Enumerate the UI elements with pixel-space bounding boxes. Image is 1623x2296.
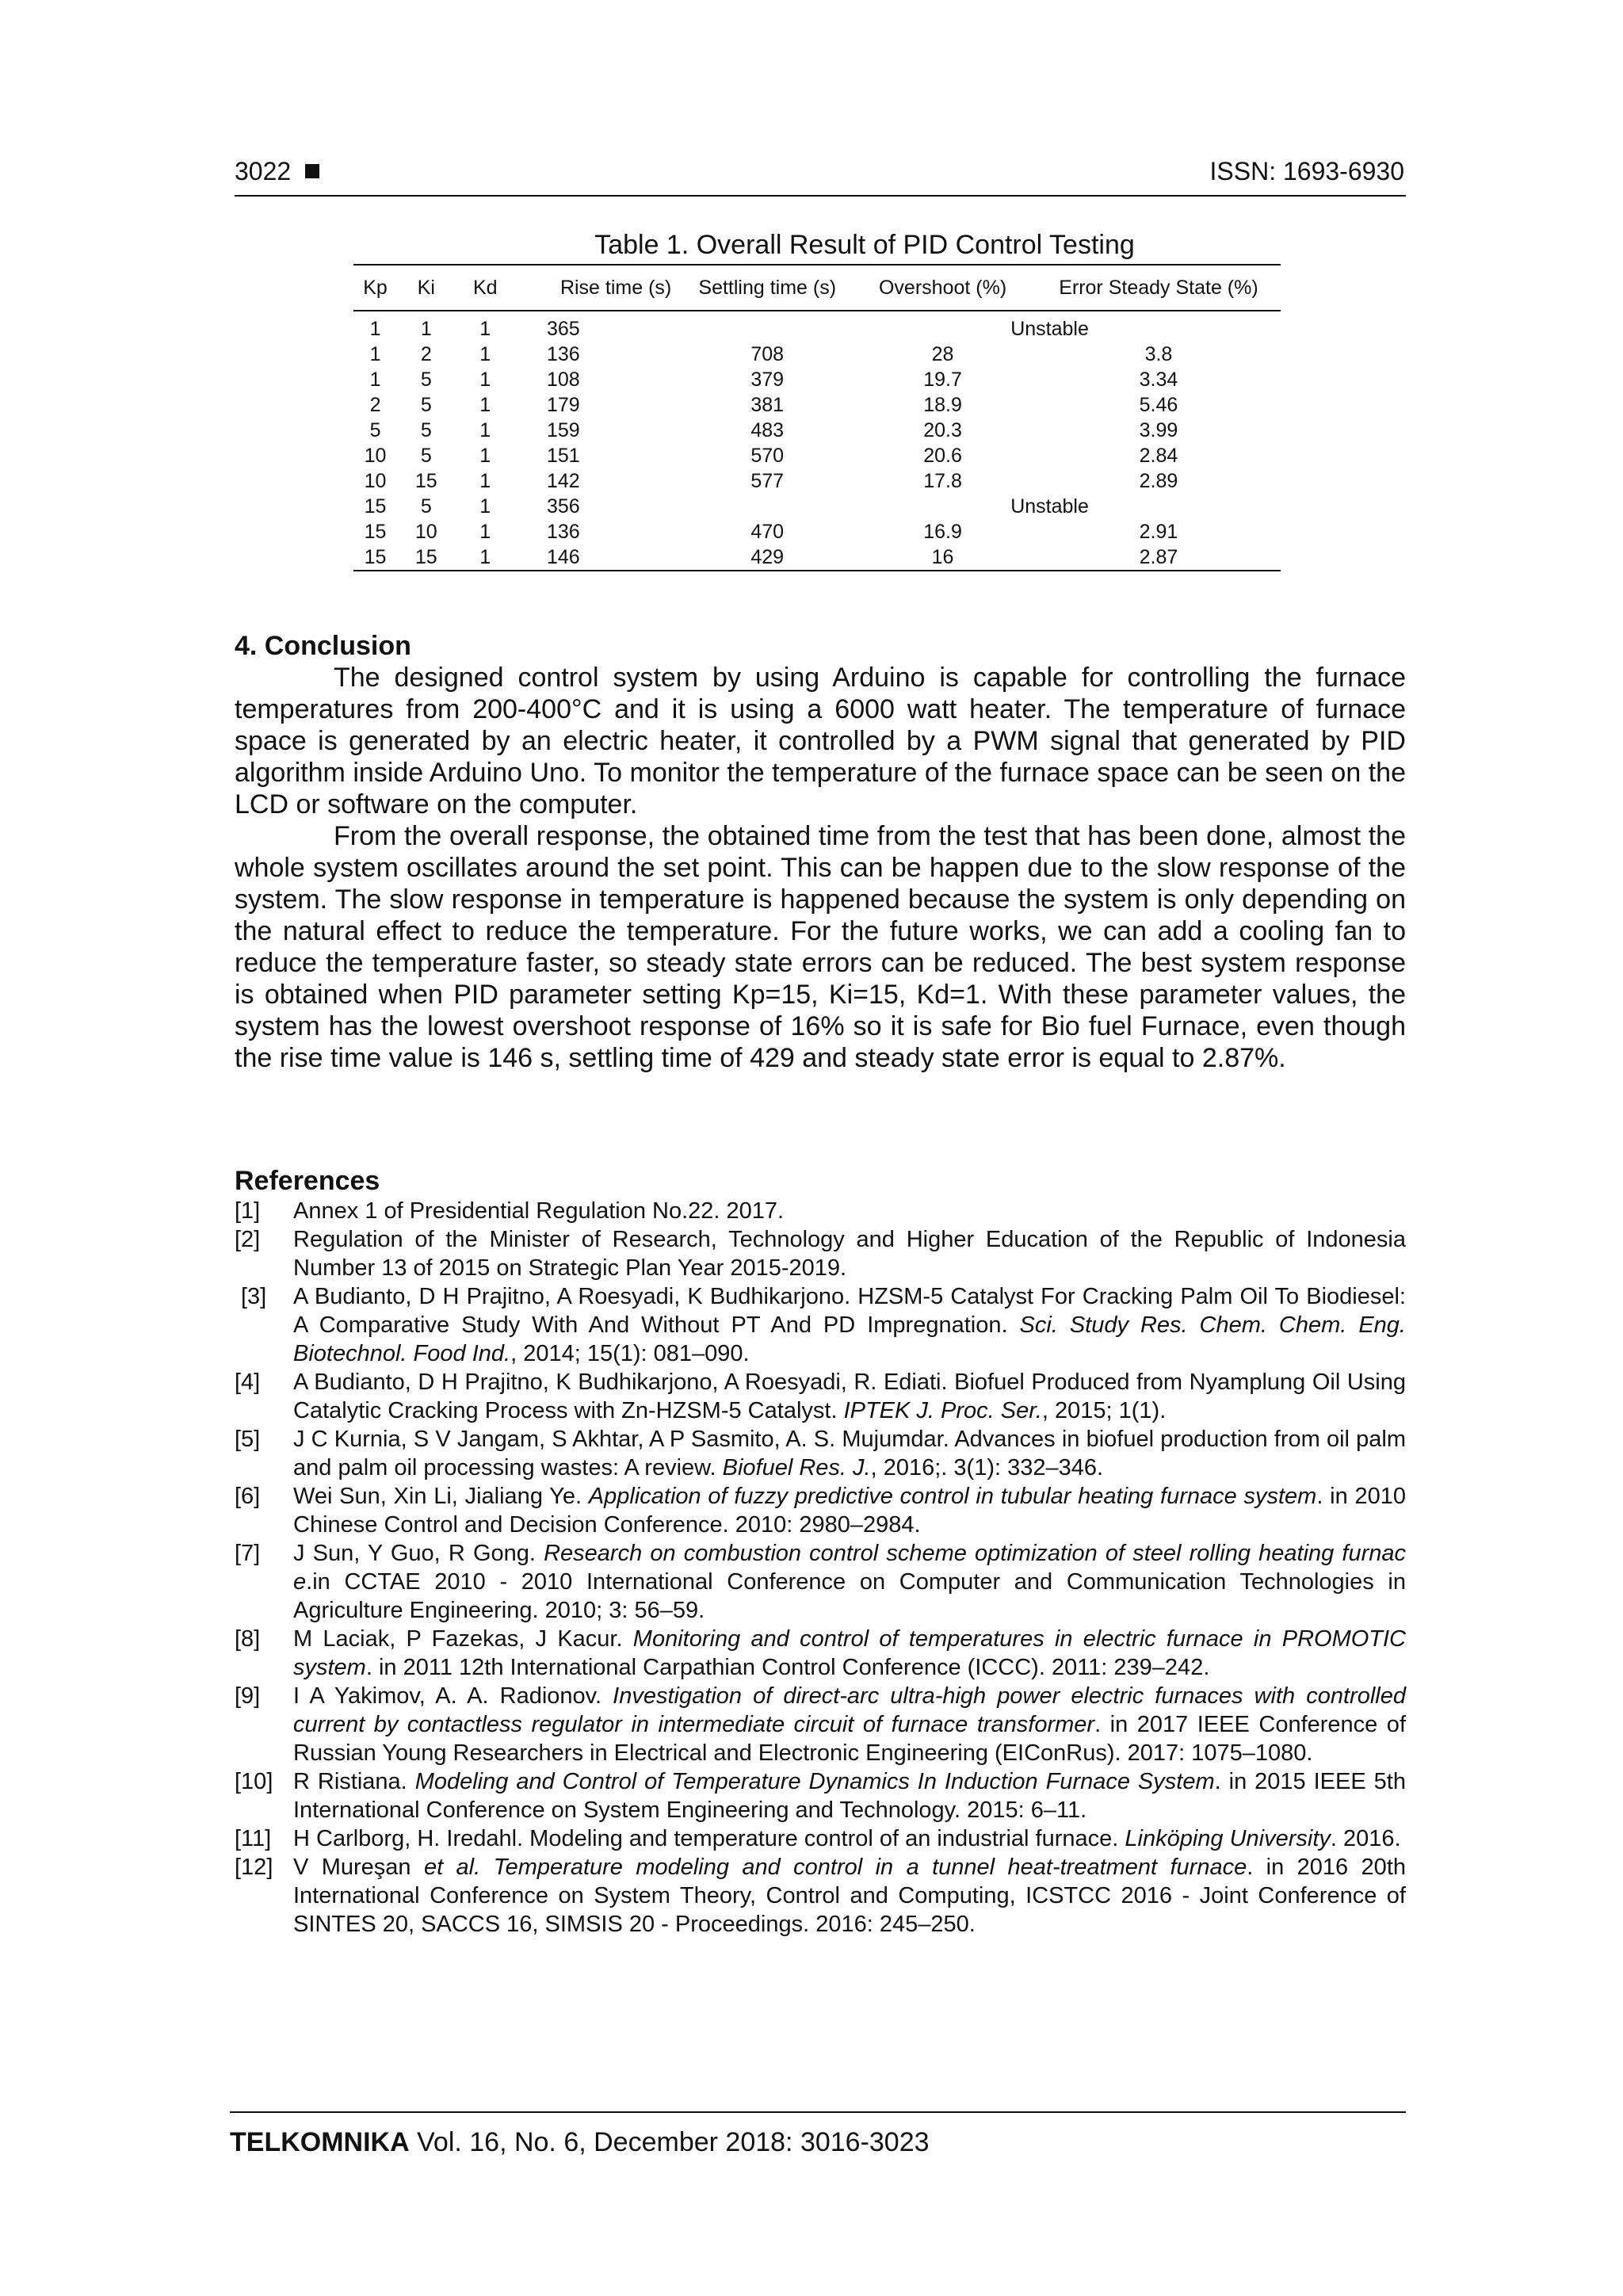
cell-rise-time: 136: [546, 521, 580, 543]
table-row: [353, 544, 1281, 571]
cell-status: Unstable: [1010, 495, 1089, 518]
cell-rise-time: 179: [546, 394, 580, 416]
reference-text-ital: Biofuel Res. J.: [722, 1455, 871, 1480]
cell-ki: 1: [420, 318, 432, 340]
cell-error-steady-state: 3.8: [1144, 343, 1173, 365]
conclusion-paragraph-1: The designed control system by using Arduino is capable for controlling the furnace temperatures from 200-400°C and it is using a 6000 watt heater. The temperature of furnace space is generated by an electric heater, it controlled by a PWM signal that generated by PID algorithm inside Arduino Uno. To monitor the temperature of the furnace space can be seen on the LCD or software on the computer.: [235, 663, 1406, 819]
reference-item: [235, 1824, 1406, 1853]
references-heading: References: [235, 1166, 380, 1196]
reference-text-ital: Research on combustion control scheme optimization of steel rolling heating furnac e: [293, 1541, 1407, 1595]
cell-kd: 1: [456, 544, 515, 571]
reference-text-post: . in 2015 IEEE 5th International Conference on System Engineering and Technology. 2015: 6–11.: [293, 1769, 1406, 1823]
reference-number: [2]: [235, 1227, 261, 1252]
cell-kd: 1: [479, 419, 491, 441]
reference-text-post: . in 2010 Chinese Control and Decision Conference. 2010: 2980–2984.: [293, 1484, 1406, 1538]
reference-text-post: , 2014; 15(1): 081–090.: [510, 1341, 750, 1366]
cell-kd: 1: [479, 394, 491, 416]
col-kp: Kp: [353, 265, 397, 311]
reference-text-pre: J Sun, Y Guo, R Gong.: [293, 1541, 544, 1566]
cell-rise-time: 159: [546, 419, 580, 441]
cell-ki: 15: [414, 470, 437, 492]
reference-item: [235, 1282, 1406, 1368]
reference-text-post: , 2015; 1(1).: [1041, 1398, 1167, 1423]
cell-error-steady-state: 2.91: [1139, 521, 1178, 543]
reference-item: [235, 1682, 1406, 1767]
cell-ki: 5: [420, 419, 432, 441]
reference-number: [11]: [235, 1826, 272, 1851]
col-kd: Kd: [456, 265, 515, 311]
reference-text-pre: Wei Sun, Xin Li, Jialiang Ye.: [293, 1484, 589, 1509]
reference-text-post: .in CCTAE 2010 - 2010 International Conference on Computer and Communication Technologies in Agriculture Engineering. 2010; 3: 56–59.: [293, 1569, 1406, 1623]
cell-rise-time: 365: [546, 318, 580, 340]
cell-kp: 15: [364, 521, 387, 543]
reference-number: [4]: [235, 1370, 261, 1395]
table-row: [353, 418, 1281, 443]
cell-settling-time: 379: [750, 369, 785, 391]
cell-rise-time: 146: [515, 544, 685, 571]
journal-name: TELKOMNIKA: [230, 2127, 410, 2157]
reference-number: [8]: [235, 1626, 261, 1652]
reference-text-ital: Application of fuzzy predictive control in tubular heating furnace system: [588, 1484, 1317, 1509]
reference-text-ital: Investigation of direct-arc ultra-high power electric furnaces with controlled current by contactless regulator in intermediate circuit of furnace transformer: [293, 1683, 1406, 1737]
cell-overshoot: 28: [931, 343, 954, 365]
reference-number: [9]: [235, 1683, 261, 1709]
reference-text-pre: Annex 1 of Presidential Regulation No.22. 2017.: [293, 1198, 785, 1224]
cell-error-steady-state: 2.84: [1139, 445, 1178, 467]
reference-text-ital: Modeling and Control of Temperature Dynamics In Induction Furnace System: [414, 1769, 1215, 1794]
cell-kd: 1: [479, 521, 491, 543]
col-rise-time: Rise time (s): [515, 265, 685, 311]
cell-kd: 1: [479, 318, 491, 340]
cell-ki: 2: [420, 343, 432, 365]
reference-text-pre: M Laciak, P Fazekas, J Kacur.: [293, 1626, 633, 1652]
reference-item: [235, 1368, 1406, 1425]
table-row: [353, 468, 1281, 494]
cell-settling-time: 429: [685, 544, 849, 571]
cell-error-steady-state: 3.99: [1139, 419, 1178, 441]
conclusion-heading: 4. Conclusion: [235, 631, 411, 661]
cell-kd: 1: [479, 470, 491, 492]
cell-overshoot: 19.7: [923, 369, 962, 391]
cell-rise-time: 108: [546, 369, 580, 391]
reference-item: [235, 1767, 1406, 1824]
cell-ki: 10: [414, 521, 437, 543]
cell-status: Unstable: [1010, 318, 1089, 340]
reference-number: [10]: [235, 1769, 273, 1794]
col-settling-time: Settling time (s): [685, 265, 849, 311]
col-overshoot: Overshoot (%): [849, 265, 1037, 311]
reference-item: [235, 1225, 1406, 1282]
reference-item: [235, 1625, 1406, 1682]
reference-item: [235, 1853, 1406, 1939]
cell-ki: 15: [397, 544, 455, 571]
cell-settling-time: 577: [750, 470, 785, 492]
reference-list: [235, 1197, 1406, 1939]
reference-text-post: . in 2011 12th International Carpathian Control Conference (ICCC). 2011: 239–242.: [365, 1655, 1210, 1680]
cell-ki: 5: [420, 495, 432, 518]
cell-rise-time: 142: [546, 470, 580, 492]
cell-settling-time: 483: [750, 419, 785, 441]
reference-text-pre: J C Kurnia, S V Jangam, S Akhtar, A P Sasmito, A. S. Mujumdar. Advances in biofuel production from oil palm and palm oil processing wastes: A review.: [293, 1427, 1406, 1480]
table-header-row: [353, 265, 1281, 311]
cell-kp: 10: [364, 445, 387, 467]
table-row: [353, 519, 1281, 544]
table-body: [353, 311, 1281, 571]
page-number: 3022: [235, 157, 319, 186]
cell-kd: 1: [479, 369, 491, 391]
cell-overshoot: 16.9: [923, 521, 962, 543]
table-row: [353, 311, 1281, 342]
cell-kp: 15: [364, 495, 387, 518]
reference-text-ital: IPTEK J. Proc. Ser.: [843, 1398, 1042, 1423]
cell-rise-time: 151: [546, 445, 580, 467]
cell-ki: 5: [420, 445, 432, 467]
reference-text-pre: A Budianto, D H Prajitno, K Budhikarjono, A Roesyadi, R. Ediati. Biofuel Produced from Nyamplung Oil Using Catalytic Cracking Process with Zn-HZSM-5 Catalyst.: [293, 1370, 1406, 1423]
cell-kp: 1: [369, 369, 381, 391]
table-row: [353, 342, 1281, 367]
cell-settling-time: 708: [750, 343, 785, 365]
journal-details: Vol. 16, No. 6, December 2018: 3016-3023: [409, 2127, 930, 2157]
reference-text-ital: et al. Temperature modeling and control in a tunnel heat-treatment furnace: [423, 1855, 1247, 1880]
cell-kd: 1: [479, 343, 491, 365]
cell-settling-time: 570: [750, 445, 785, 467]
cell-ki: 5: [420, 369, 432, 391]
reference-text-ital: Sci. Study Res. Chem. Chem. Eng. Biotechnol. Food Ind.: [293, 1312, 1406, 1366]
cell-overshoot: 20.3: [923, 419, 962, 441]
reference-item: [235, 1482, 1406, 1539]
cell-rise-time: 136: [546, 343, 580, 365]
reference-text-post: , 2016;. 3(1): 332–346.: [870, 1455, 1104, 1480]
cell-error-steady-state: 5.46: [1139, 394, 1178, 416]
cell-kp: 1: [369, 318, 381, 340]
col-ki: Ki: [397, 265, 455, 311]
references-section: [235, 1165, 1406, 1939]
reference-text-post: . 2016.: [1330, 1826, 1401, 1851]
cell-error-steady-state: 2.87: [1037, 544, 1281, 571]
cell-overshoot: 17.8: [923, 470, 962, 492]
cell-error-steady-state: 3.34: [1139, 369, 1178, 391]
page-header: [235, 152, 1406, 197]
square-bullet-icon: [305, 164, 319, 178]
reference-item: [235, 1425, 1406, 1482]
reference-number: [7]: [235, 1541, 261, 1566]
reference-number: [6]: [235, 1484, 261, 1509]
table-caption: Table 1. Overall Result of PID Control Testing: [594, 230, 1135, 260]
cell-kp: 2: [369, 394, 381, 416]
reference-number: [5]: [235, 1427, 261, 1452]
cell-kp: 10: [364, 470, 387, 492]
col-error-steady-state: Error Steady State (%): [1037, 265, 1281, 311]
cell-kp: 5: [369, 419, 381, 441]
reference-number: [1]: [235, 1198, 261, 1224]
reference-text-ital: Monitoring and control of temperatures in electric furnace in PROMOTIC system: [293, 1626, 1406, 1680]
cell-settling-time: 470: [750, 521, 785, 543]
cell-kp: 15: [353, 544, 397, 571]
page-footer: [230, 2111, 1406, 2158]
table-row: [353, 392, 1281, 418]
reference-number: [3]: [241, 1284, 267, 1309]
cell-kp: 1: [369, 343, 381, 365]
reference-item: [235, 1197, 1406, 1225]
reference-item: [235, 1539, 1406, 1625]
reference-text-ital: Linköping University: [1125, 1826, 1331, 1851]
cell-overshoot: 16: [849, 544, 1037, 571]
reference-text-pre: V Mureşan: [293, 1855, 424, 1880]
cell-ki: 5: [420, 394, 432, 416]
reference-text-post: . in 2017 IEEE Conference of Russian Young Researchers in Electrical and Electronic Engineering (EIConRus). 2017: 1075–1080.: [293, 1712, 1406, 1766]
reference-text-post: . in 2016 20th International Conference on System Theory, Control and Computing, ICSTCC 2016 - Joint Conference of SINTES 20, SACCS 16, SIMSIS 20 - Proceedings. 2016: 245–250.: [293, 1855, 1406, 1937]
reference-text-pre: H Carlborg, H. Iredahl. Modeling and temperature control of an industrial furnace.: [293, 1826, 1125, 1851]
reference-text-pre: A Budianto, D H Prajitno, A Roesyadi, K Budhikarjono. HZSM-5 Catalyst For Cracking Palm Oil To Biodiesel: A Comparative Study With And Without PT And PD Impregnation.: [293, 1284, 1406, 1338]
results-table: [353, 264, 1281, 571]
issn: ISSN: 1693-6930: [1209, 157, 1404, 185]
results-table-block: [353, 230, 1281, 571]
cell-kd: 1: [479, 445, 491, 467]
reference-number: [12]: [235, 1855, 273, 1880]
cell-rise-time: 356: [546, 495, 580, 518]
cell-kd: 1: [479, 495, 491, 518]
cell-error-steady-state: 2.89: [1139, 470, 1178, 492]
table-row: [353, 367, 1281, 392]
conclusion-section: [235, 630, 1406, 1074]
table-row: [353, 494, 1281, 519]
conclusion-paragraph-2: From the overall response, the obtained time from the test that has been done, almost the whole system oscillates around the set point. This can be happen due to the slow response of the system. The slow response in temperature is happened because the system is only depending on the natural effect to reduce the temperature. For the future works, we can add a cooling fan to reduce the temperature faster, so steady state errors can be reduced. The best system response is obtained when PID parameter setting Kp=15, Ki=15, Kd=1. With these parameter values, the system has the lowest overshoot response of 16% so it is safe for Bio fuel Furnace, even though the rise time value is 146 s, settling time of 429 and steady state error is equal to 2.87%.: [235, 821, 1406, 1073]
reference-text-pre: I A Yakimov, A. A. Radionov.: [293, 1683, 613, 1709]
cell-overshoot: 20.6: [923, 445, 962, 467]
cell-settling-time: 381: [750, 394, 785, 416]
cell-overshoot: 18.9: [923, 394, 962, 416]
table-row: [353, 443, 1281, 468]
reference-text-pre: Regulation of the Minister of Research, Technology and Higher Education of the Republic of Indonesia Number 13 of 2015 on Strategic Plan Year 2015-2019.: [293, 1227, 1406, 1281]
reference-text-pre: R Ristiana.: [293, 1769, 415, 1794]
